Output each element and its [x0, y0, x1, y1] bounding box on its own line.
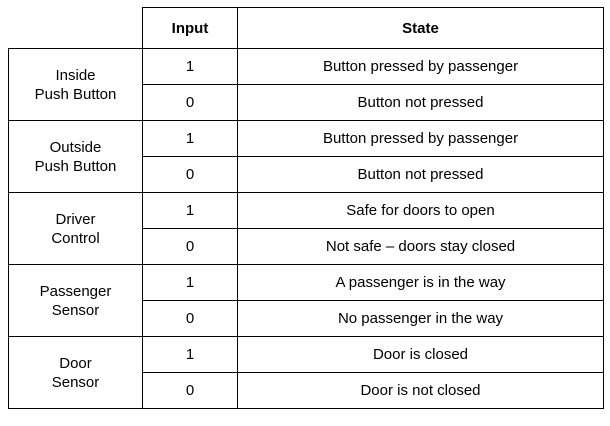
group-label-outside-push-button — [9, 121, 143, 193]
group-label-line: Passenger — [39, 282, 112, 300]
group-label-line: Outside — [49, 138, 102, 156]
state-cell: Not safe – doors stay closed — [238, 229, 604, 265]
table-wrapper — [8, 7, 604, 409]
table-row — [9, 121, 604, 157]
input-cell: 0 — [143, 85, 238, 121]
table-row — [9, 49, 604, 85]
state-cell: A passenger is in the way — [238, 265, 604, 301]
group-label-line: Control — [51, 229, 100, 247]
state-cell: Safe for doors to open — [238, 193, 604, 229]
header-state: State — [238, 8, 604, 49]
group-label-line: Push Button — [34, 157, 117, 175]
table-row — [9, 193, 604, 229]
group-label-line: Door — [59, 354, 92, 372]
group-label-line: Sensor — [51, 301, 100, 319]
group-label-line: Driver — [55, 210, 96, 228]
state-cell: Button pressed by passenger — [238, 121, 604, 157]
input-state-table — [8, 7, 604, 409]
input-cell: 1 — [143, 121, 238, 157]
input-cell: 0 — [143, 301, 238, 337]
header-input: Input — [143, 8, 238, 49]
group-label-line: Sensor — [51, 373, 100, 391]
input-cell: 1 — [143, 193, 238, 229]
state-cell: Button not pressed — [238, 157, 604, 193]
group-label-line: Push Button — [34, 85, 117, 103]
state-cell: No passenger in the way — [238, 301, 604, 337]
input-cell: 1 — [143, 49, 238, 85]
header-blank-cell — [9, 8, 143, 49]
state-cell: Door is not closed — [238, 373, 604, 409]
group-label-passenger-sensor — [9, 265, 143, 337]
input-cell: 0 — [143, 157, 238, 193]
group-label-driver-control — [9, 193, 143, 265]
input-cell: 0 — [143, 229, 238, 265]
table-row — [9, 265, 604, 301]
group-label-door-sensor — [9, 337, 143, 409]
header-row — [9, 8, 604, 49]
state-cell: Door is closed — [238, 337, 604, 373]
input-cell: 0 — [143, 373, 238, 409]
group-label-line: Inside — [55, 66, 96, 84]
state-cell: Button not pressed — [238, 85, 604, 121]
table-row — [9, 337, 604, 373]
state-cell: Button pressed by passenger — [238, 49, 604, 85]
input-cell: 1 — [143, 265, 238, 301]
group-label-inside-push-button — [9, 49, 143, 121]
input-cell: 1 — [143, 337, 238, 373]
